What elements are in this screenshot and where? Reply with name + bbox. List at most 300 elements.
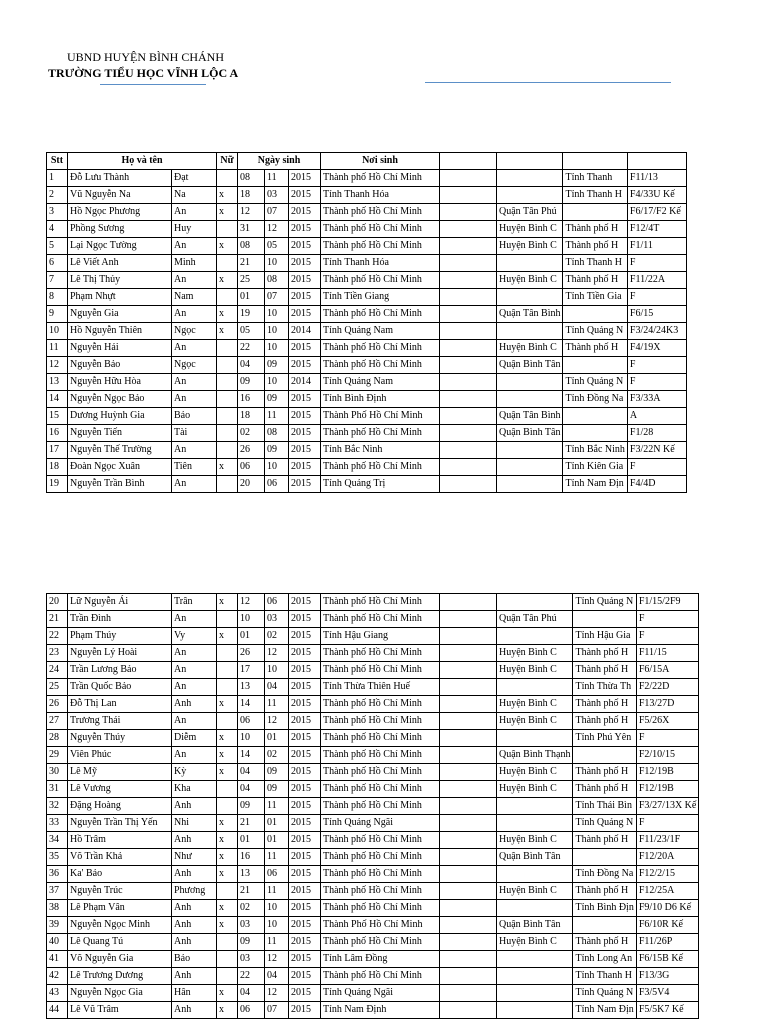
cell-extra [440, 221, 497, 238]
cell-birth-month: 11 [265, 408, 289, 425]
cell-first-name: Tiên [172, 459, 217, 476]
cell-extra [440, 238, 497, 255]
cell-province: Tỉnh Quảng N [573, 985, 636, 1002]
cell-stt: 18 [47, 459, 68, 476]
cell-birth-day: 04 [238, 781, 265, 798]
cell-birth-day: 10 [238, 730, 265, 747]
cell-district [497, 985, 573, 1002]
cell-extra [440, 357, 497, 374]
cell-birth-year: 2015 [289, 459, 321, 476]
cell-address: F [636, 815, 699, 832]
cell-province [563, 357, 627, 374]
cell-first-name: Minh [172, 255, 217, 272]
cell-extra [440, 917, 497, 934]
table-row [47, 357, 687, 374]
cell-province [563, 425, 627, 442]
cell-address: F11/15 [636, 645, 699, 662]
cell-last-middle-name: Dương Huỳnh Gia [68, 408, 172, 425]
cell-birth-place: Tỉnh Thanh Hóa [321, 255, 440, 272]
cell-birth-year: 2015 [289, 883, 321, 900]
cell-first-name: Hân [172, 985, 217, 1002]
cell-female-mark: x [217, 849, 238, 866]
cell-birth-year: 2015 [289, 391, 321, 408]
cell-birth-month: 11 [265, 883, 289, 900]
cell-province: Tỉnh Thanh H [573, 968, 636, 985]
cell-address: F12/4T [627, 221, 686, 238]
cell-birth-month: 10 [265, 340, 289, 357]
cell-address: F11/13 [627, 170, 686, 187]
cell-stt: 4 [47, 221, 68, 238]
cell-birth-day: 19 [238, 306, 265, 323]
cell-birth-place: Tỉnh Thanh Hóa [321, 187, 440, 204]
cell-birth-year: 2015 [289, 679, 321, 696]
cell-birth-place: Thành phố Hồ Chí Minh [321, 968, 440, 985]
cell-province: Thành phố H [573, 713, 636, 730]
cell-last-middle-name: Lê Trương Dương [68, 968, 172, 985]
cell-birth-day: 14 [238, 747, 265, 764]
cell-female-mark: x [217, 628, 238, 645]
cell-birth-year: 2015 [289, 170, 321, 187]
cell-birth-day: 06 [238, 1002, 265, 1019]
cell-birth-month: 10 [265, 306, 289, 323]
cell-birth-month: 11 [265, 696, 289, 713]
cell-stt: 35 [47, 849, 68, 866]
table-row [47, 662, 699, 679]
cell-birth-day: 04 [238, 985, 265, 1002]
cell-first-name: Anh [172, 696, 217, 713]
cell-first-name: Anh [172, 917, 217, 934]
cell-extra [440, 951, 497, 968]
cell-province: Tỉnh Long An [573, 951, 636, 968]
cell-first-name: An [172, 238, 217, 255]
table-row [47, 425, 687, 442]
cell-province: Thành phố H [563, 238, 627, 255]
cell-female-mark: x [217, 730, 238, 747]
cell-birth-month: 06 [265, 594, 289, 611]
cell-female-mark [217, 170, 238, 187]
cell-stt: 28 [47, 730, 68, 747]
cell-extra [440, 815, 497, 832]
cell-province [573, 747, 636, 764]
cell-stt: 32 [47, 798, 68, 815]
cell-district: Huyện Bình C [497, 238, 563, 255]
cell-district [497, 730, 573, 747]
cell-last-middle-name: Nguyễn Hải [68, 340, 172, 357]
cell-birth-day: 02 [238, 900, 265, 917]
cell-district: Huyện Bình C [497, 696, 573, 713]
cell-birth-day: 06 [238, 713, 265, 730]
cell-birth-place: Thành phố Hồ Chí Minh [321, 713, 440, 730]
cell-last-middle-name: Phạm Thúy [68, 628, 172, 645]
cell-birth-year: 2014 [289, 323, 321, 340]
table-row [47, 289, 687, 306]
cell-birth-day: 08 [238, 238, 265, 255]
cell-province: Thành phố H [563, 221, 627, 238]
cell-province: Tỉnh Bắc Ninh [563, 442, 627, 459]
cell-birth-day: 18 [238, 187, 265, 204]
cell-district [497, 170, 563, 187]
cell-district: Quận Bình Tân [497, 357, 563, 374]
cell-birth-month: 12 [265, 645, 289, 662]
cell-district [497, 255, 563, 272]
cell-stt: 27 [47, 713, 68, 730]
cell-stt: 20 [47, 594, 68, 611]
table-row [47, 917, 699, 934]
cell-birth-day: 09 [238, 374, 265, 391]
cell-female-mark [217, 374, 238, 391]
cell-province: Tỉnh Đồng Na [563, 391, 627, 408]
cell-first-name: Ngọc [172, 357, 217, 374]
cell-birth-year: 2015 [289, 730, 321, 747]
header-empty-col [497, 153, 563, 170]
school-underline [100, 84, 206, 85]
cell-address: F12/19B [636, 764, 699, 781]
cell-stt: 8 [47, 289, 68, 306]
cell-female-mark: x [217, 594, 238, 611]
cell-female-mark: x [217, 238, 238, 255]
cell-address: F1/15/2F9 [636, 594, 699, 611]
district-name: UBND HUYỆN BÌNH CHÁNH [67, 50, 224, 64]
cell-extra [440, 323, 497, 340]
table-row [47, 340, 687, 357]
cell-last-middle-name: Nguyễn Thế Trường [68, 442, 172, 459]
cell-first-name: Anh [172, 968, 217, 985]
header-female: Nữ [217, 153, 238, 170]
table-row [47, 798, 699, 815]
cell-birth-place: Thành phố Hồ Chí Minh [321, 425, 440, 442]
cell-birth-month: 05 [265, 238, 289, 255]
cell-birth-day: 06 [238, 459, 265, 476]
cell-address: F4/4D [627, 476, 686, 493]
cell-birth-year: 2015 [289, 951, 321, 968]
cell-extra [440, 832, 497, 849]
cell-province: Tỉnh Đồng Na [573, 866, 636, 883]
student-table-part-1 [46, 152, 687, 493]
cell-female-mark [217, 883, 238, 900]
cell-first-name: An [172, 306, 217, 323]
cell-birth-place: Thành phố Hồ Chí Minh [321, 357, 440, 374]
cell-stt: 16 [47, 425, 68, 442]
cell-last-middle-name: Lại Ngọc Tường [68, 238, 172, 255]
cell-birth-month: 02 [265, 747, 289, 764]
cell-last-middle-name: Trần Đình [68, 611, 172, 628]
cell-birth-day: 18 [238, 408, 265, 425]
cell-province: Tỉnh Thái Bìn [573, 798, 636, 815]
table-row [47, 696, 699, 713]
cell-female-mark [217, 645, 238, 662]
cell-birth-year: 2015 [289, 340, 321, 357]
cell-stt: 36 [47, 866, 68, 883]
cell-last-middle-name: Nguyễn Thúy [68, 730, 172, 747]
cell-birth-year: 2015 [289, 985, 321, 1002]
cell-last-middle-name: Đoàn Ngọc Xuân [68, 459, 172, 476]
cell-birth-month: 10 [265, 255, 289, 272]
cell-last-middle-name: Nguyễn Trần Thị Yến [68, 815, 172, 832]
cell-birth-place: Thành phố Hồ Chí Minh [321, 645, 440, 662]
cell-stt: 30 [47, 764, 68, 781]
cell-extra [440, 645, 497, 662]
cell-district: Huyện Bình C [497, 713, 573, 730]
cell-stt: 22 [47, 628, 68, 645]
cell-province: Tỉnh Nam Địn [573, 1002, 636, 1019]
cell-birth-month: 09 [265, 391, 289, 408]
cell-first-name: Anh [172, 934, 217, 951]
cell-province: Thành phố H [573, 883, 636, 900]
cell-extra [440, 849, 497, 866]
cell-province: Tỉnh Quảng N [573, 594, 636, 611]
cell-first-name: Anh [172, 1002, 217, 1019]
cell-birth-month: 10 [265, 900, 289, 917]
cell-female-mark: x [217, 459, 238, 476]
cell-first-name: Diễm [172, 730, 217, 747]
cell-address: F9/10 D6 Kế [636, 900, 699, 917]
cell-stt: 43 [47, 985, 68, 1002]
cell-last-middle-name: Hồ Nguyễn Thiên [68, 323, 172, 340]
cell-birth-year: 2015 [289, 408, 321, 425]
cell-birth-day: 21 [238, 255, 265, 272]
cell-birth-year: 2015 [289, 476, 321, 493]
cell-first-name: Anh [172, 900, 217, 917]
cell-last-middle-name: Lê Quang Tú [68, 934, 172, 951]
cell-birth-year: 2015 [289, 272, 321, 289]
cell-birth-year: 2015 [289, 849, 321, 866]
cell-district [497, 679, 573, 696]
cell-birth-year: 2015 [289, 968, 321, 985]
cell-birth-month: 04 [265, 679, 289, 696]
cell-last-middle-name: Nguyễn Bảo [68, 357, 172, 374]
cell-first-name: Bảo [172, 408, 217, 425]
cell-district [497, 374, 563, 391]
cell-first-name: Nhi [172, 815, 217, 832]
cell-birth-place: Thành phố Hồ Chí Minh [321, 204, 440, 221]
cell-birth-day: 03 [238, 917, 265, 934]
table-row [47, 170, 687, 187]
cell-female-mark: x [217, 272, 238, 289]
cell-address: F11/26P [636, 934, 699, 951]
cell-birth-day: 20 [238, 476, 265, 493]
cell-address: F6/10R Kế [636, 917, 699, 934]
cell-first-name: Phương [172, 883, 217, 900]
school-name: TRƯỜNG TIỂU HỌC VĨNH LỘC A [48, 66, 239, 80]
cell-birth-month: 12 [265, 985, 289, 1002]
cell-last-middle-name: Nguyễn Hữu Hòa [68, 374, 172, 391]
cell-address: F3/33A [627, 391, 686, 408]
cell-last-middle-name: Trần Lương Bảo [68, 662, 172, 679]
cell-district: Quận Tân Bình [497, 408, 563, 425]
table-row [47, 849, 699, 866]
cell-province [563, 306, 627, 323]
cell-address: A [627, 408, 686, 425]
cell-birth-year: 2015 [289, 934, 321, 951]
student-table-part-2 [46, 593, 699, 1019]
cell-address: F13/27D [636, 696, 699, 713]
cell-first-name: An [172, 204, 217, 221]
cell-district: Huyện Bình C [497, 883, 573, 900]
cell-first-name: An [172, 340, 217, 357]
cell-stt: 5 [47, 238, 68, 255]
cell-birth-year: 2015 [289, 815, 321, 832]
cell-extra [440, 679, 497, 696]
cell-birth-place: Thành Phố Hồ Chí Minh [321, 408, 440, 425]
cell-last-middle-name: Hồ Ngọc Phương [68, 204, 172, 221]
cell-last-middle-name: Đặng Hoàng [68, 798, 172, 815]
cell-female-mark: x [217, 917, 238, 934]
cell-district: Huyện Bình C [497, 781, 573, 798]
cell-district: Huyện Bình C [497, 272, 563, 289]
cell-stt: 10 [47, 323, 68, 340]
cell-birth-year: 2015 [289, 917, 321, 934]
cell-first-name: Trân [172, 594, 217, 611]
cell-first-name: Như [172, 849, 217, 866]
table-row [47, 985, 699, 1002]
cell-stt: 9 [47, 306, 68, 323]
cell-last-middle-name: Đỗ Lưu Thành [68, 170, 172, 187]
cell-extra [440, 255, 497, 272]
cell-birth-month: 01 [265, 730, 289, 747]
cell-female-mark [217, 255, 238, 272]
cell-stt: 21 [47, 611, 68, 628]
table-row [47, 832, 699, 849]
cell-birth-year: 2014 [289, 374, 321, 391]
cell-district [497, 459, 563, 476]
cell-birth-year: 2015 [289, 1002, 321, 1019]
cell-extra [440, 391, 497, 408]
cell-stt: 41 [47, 951, 68, 968]
cell-birth-place: Thành phố Hồ Chí Minh [321, 696, 440, 713]
cell-province: Thành phố H [563, 340, 627, 357]
cell-address: F1/28 [627, 425, 686, 442]
cell-first-name: Nam [172, 289, 217, 306]
cell-district: Huyện Bình C [497, 832, 573, 849]
cell-province [573, 849, 636, 866]
cell-province: Thành phố H [573, 696, 636, 713]
cell-female-mark [217, 679, 238, 696]
cell-first-name: An [172, 662, 217, 679]
cell-address: F6/17/F2 Kế [627, 204, 686, 221]
cell-birth-month: 10 [265, 374, 289, 391]
cell-birth-place: Thành phố Hồ Chí Minh [321, 221, 440, 238]
cell-birth-year: 2015 [289, 764, 321, 781]
cell-female-mark [217, 391, 238, 408]
cell-province: Tỉnh Quảng N [573, 815, 636, 832]
cell-last-middle-name: Vũ Nguyễn Na [68, 187, 172, 204]
cell-female-mark [217, 408, 238, 425]
table-row [47, 883, 699, 900]
cell-first-name: Anh [172, 832, 217, 849]
cell-address: F2/22D [636, 679, 699, 696]
cell-stt: 7 [47, 272, 68, 289]
cell-female-mark [217, 442, 238, 459]
cell-birth-year: 2015 [289, 747, 321, 764]
table-row [47, 459, 687, 476]
cell-last-middle-name: Lê Phạm Vân [68, 900, 172, 917]
cell-female-mark: x [217, 985, 238, 1002]
table-row [47, 730, 699, 747]
cell-district [497, 442, 563, 459]
header-empty-col [627, 153, 686, 170]
cell-last-middle-name: Đỗ Thị Lan [68, 696, 172, 713]
cell-birth-day: 01 [238, 628, 265, 645]
cell-address: F12/19B [636, 781, 699, 798]
cell-extra [440, 781, 497, 798]
cell-birth-month: 11 [265, 798, 289, 815]
cell-district: Quận Bình Tân [497, 425, 563, 442]
cell-extra [440, 985, 497, 1002]
cell-last-middle-name: Nguyễn Ngọc Gia [68, 985, 172, 1002]
cell-district [497, 1002, 573, 1019]
cell-district [497, 187, 563, 204]
cell-birth-year: 2015 [289, 662, 321, 679]
cell-birth-day: 08 [238, 170, 265, 187]
cell-province: Tỉnh Quảng N [563, 323, 627, 340]
cell-birth-year: 2015 [289, 713, 321, 730]
cell-extra [440, 442, 497, 459]
cell-extra [440, 747, 497, 764]
cell-female-mark [217, 781, 238, 798]
cell-extra [440, 696, 497, 713]
cell-birth-year: 2015 [289, 221, 321, 238]
cell-birth-day: 22 [238, 340, 265, 357]
cell-last-middle-name: Ka' Bảo [68, 866, 172, 883]
cell-stt: 39 [47, 917, 68, 934]
cell-female-mark: x [217, 747, 238, 764]
table-row [47, 781, 699, 798]
cell-district [497, 289, 563, 306]
cell-province: Tỉnh Quảng N [563, 374, 627, 391]
cell-birth-month: 11 [265, 934, 289, 951]
cell-birth-month: 10 [265, 323, 289, 340]
cell-province: Thành phố H [563, 272, 627, 289]
cell-province: Thành phố H [573, 662, 636, 679]
cell-female-mark [217, 221, 238, 238]
cell-birth-day: 13 [238, 866, 265, 883]
header-stt: Stt [47, 153, 68, 170]
cell-female-mark: x [217, 764, 238, 781]
table-row [47, 815, 699, 832]
cell-birth-place: Thành phố Hồ Chí Minh [321, 781, 440, 798]
cell-female-mark [217, 934, 238, 951]
cell-stt: 13 [47, 374, 68, 391]
table-row [47, 272, 687, 289]
header-empty-col [563, 153, 627, 170]
cell-birth-year: 2015 [289, 900, 321, 917]
cell-stt: 24 [47, 662, 68, 679]
cell-birth-place: Thành Phố Hồ Chí Minh [321, 917, 440, 934]
cell-birth-place: Thành phố Hồ Chí Minh [321, 238, 440, 255]
cell-birth-month: 07 [265, 204, 289, 221]
cell-first-name: An [172, 747, 217, 764]
cell-province: Tỉnh Tiền Gia [563, 289, 627, 306]
cell-female-mark [217, 357, 238, 374]
cell-last-middle-name: Lê Mỹ [68, 764, 172, 781]
cell-birth-month: 03 [265, 611, 289, 628]
cell-birth-day: 14 [238, 696, 265, 713]
cell-stt: 14 [47, 391, 68, 408]
cell-last-middle-name: Nguyễn Trần Bình [68, 476, 172, 493]
cell-birth-month: 01 [265, 815, 289, 832]
cell-last-middle-name: Lê Vũ Trâm [68, 1002, 172, 1019]
cell-birth-day: 31 [238, 221, 265, 238]
cell-address: F3/5V4 [636, 985, 699, 1002]
cell-female-mark: x [217, 187, 238, 204]
cell-female-mark [217, 476, 238, 493]
cell-birth-month: 04 [265, 968, 289, 985]
table-row [47, 306, 687, 323]
table-row [47, 968, 699, 985]
cell-district [497, 476, 563, 493]
cell-birth-place: Tỉnh Thừa Thiên Huế [321, 679, 440, 696]
cell-last-middle-name: Lê Vương [68, 781, 172, 798]
